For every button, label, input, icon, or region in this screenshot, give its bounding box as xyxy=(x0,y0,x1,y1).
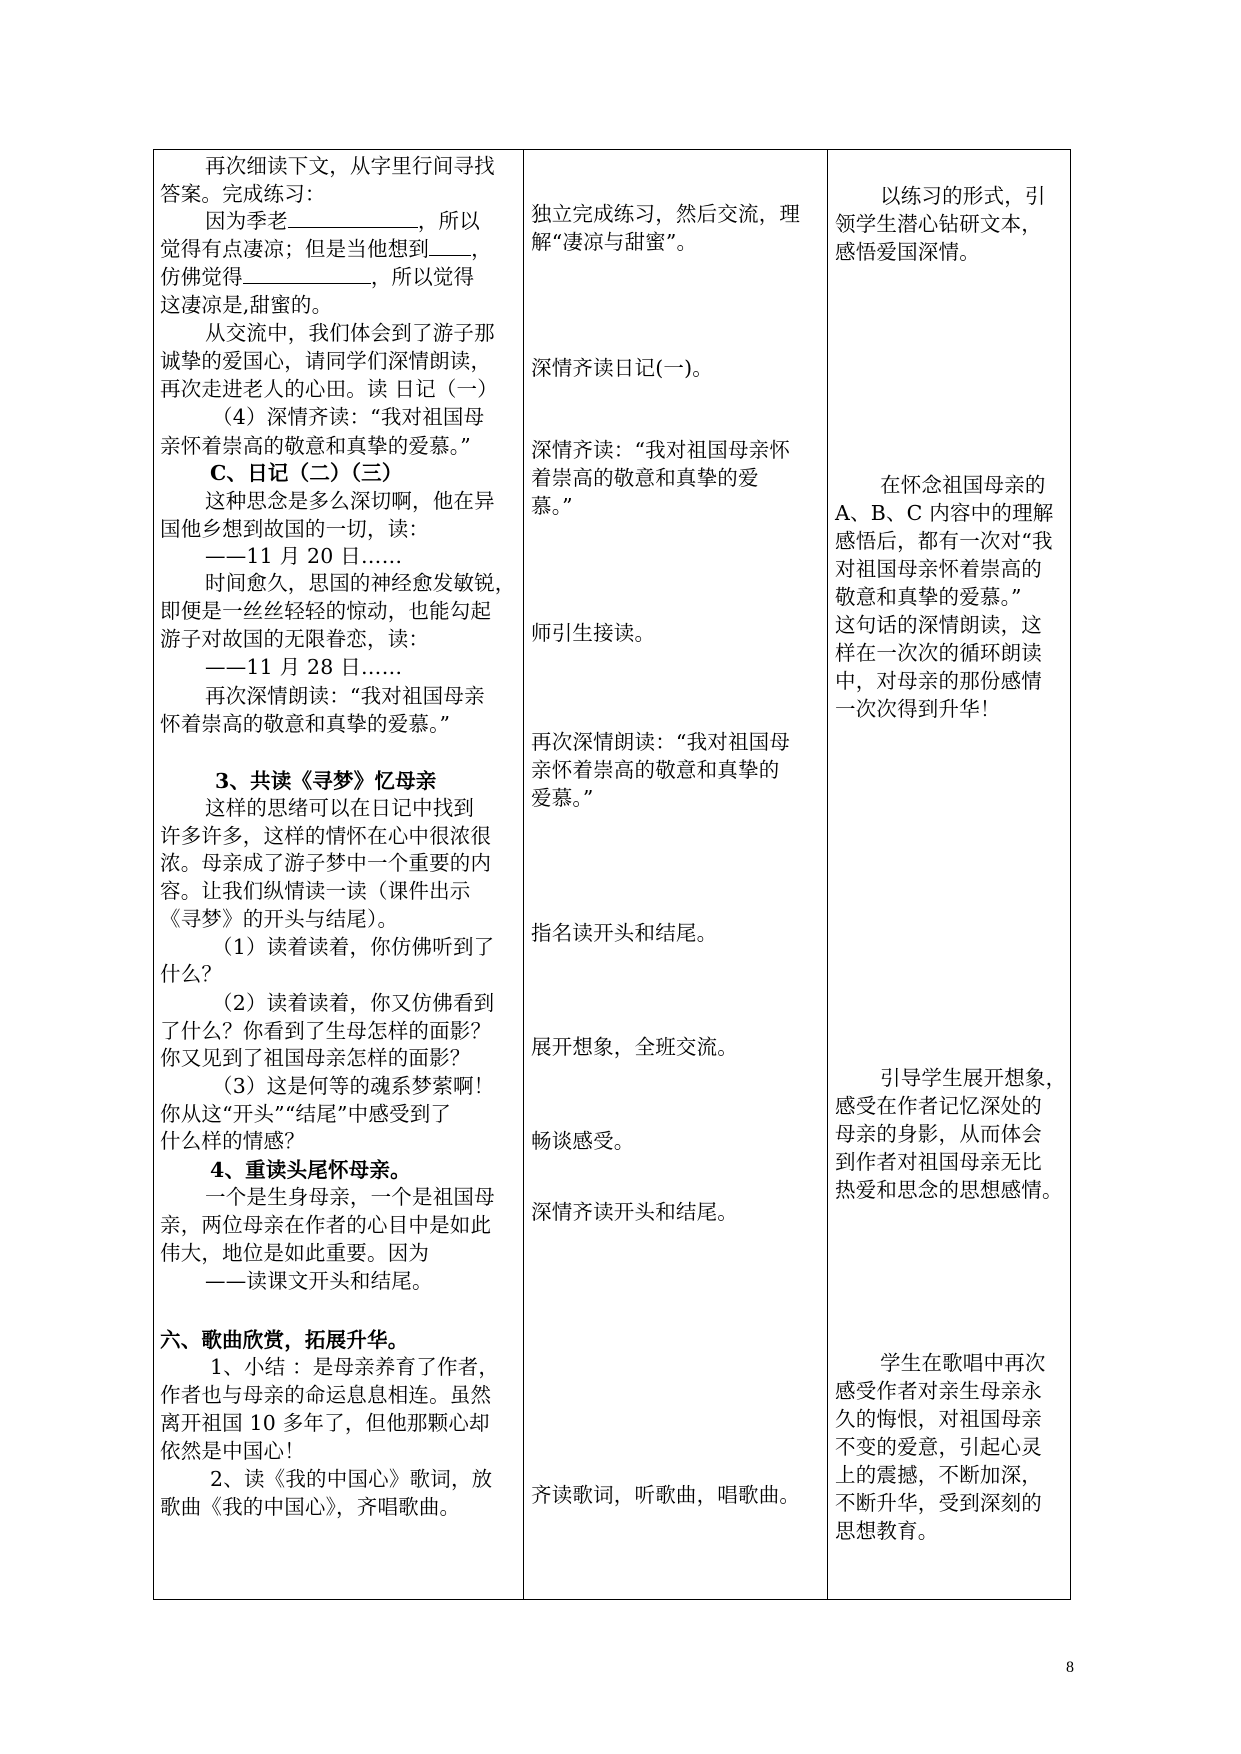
text-line: 感悟爱国深情。 xyxy=(835,240,980,264)
text-line: 不断升华，受到深刻的 xyxy=(835,1491,1042,1515)
section-heading: 六、歌曲欣赏，拓展升华。 xyxy=(160,1328,409,1352)
text-line: 怀着崇高的敬意和真挚的爱慕。” xyxy=(160,712,451,736)
text-line: 2、读《我的中国心》歌词，放 xyxy=(210,1467,493,1491)
text-line: （1）读着读着，你仿佛听到了 xyxy=(212,935,495,959)
text-line: 深情齐读：“我对祖国母亲怀 xyxy=(531,438,791,462)
teaching-process-cell xyxy=(154,150,523,1599)
text-line: ——11 月 20 日…… xyxy=(205,544,403,568)
text-line: 在怀念祖国母亲的 xyxy=(880,473,1046,497)
text-line: 不变的爱意，引起心灵 xyxy=(835,1435,1042,1459)
text-line: 离开祖国 10 多年了，但他那颗心却 xyxy=(160,1411,490,1435)
text-line: 再次深情朗读：“我对祖国母 xyxy=(531,730,791,754)
text-line: 样在一次次的循环朗读 xyxy=(835,641,1042,665)
text-line: 诚挚的爱国心，请同学们深情朗读， xyxy=(160,349,492,373)
text-fragment: 因为季老 xyxy=(205,209,288,233)
text-line: 爱慕。” xyxy=(531,786,594,810)
text-line: 《寻梦》的开头与结尾）。 xyxy=(160,907,399,931)
text-line: 歌曲《我的中国心》，齐唱歌曲。 xyxy=(160,1495,461,1519)
text-fragment: ，所以 xyxy=(417,209,480,233)
text-line: 久的悔恨，对祖国母亲 xyxy=(835,1407,1042,1431)
text-line: 热爱和思念的思想感情。 xyxy=(835,1178,1063,1202)
text-line: 依然是中国心！ xyxy=(160,1439,305,1463)
text-line: ——读课文开头和结尾。 xyxy=(205,1269,433,1293)
text-line: 师引生接读。 xyxy=(531,621,656,645)
text-line: 畅谈感受。 xyxy=(531,1129,635,1153)
text-line: 亲怀着崇高的敬意和真挚的 xyxy=(531,758,780,782)
text-line: 一次次得到升华！ xyxy=(835,697,1001,721)
fill-blank xyxy=(243,263,371,284)
text-line: 到作者对祖国母亲无比 xyxy=(835,1150,1042,1174)
text-line: 亲怀着崇高的敬意和真挚的爱慕。” xyxy=(160,434,471,458)
text-line: A、B、C 内容中的理解 xyxy=(835,501,1054,525)
section-heading: 4、重读头尾怀母亲。 xyxy=(210,1158,411,1182)
text-line: 这种思念是多么深切啊，他在异 xyxy=(205,489,495,513)
text-line: 即便是一丝丝轻轻的惊动，也能勾起 xyxy=(160,599,492,623)
text-line: 慕。” xyxy=(531,494,573,518)
text-fragment: 觉得有点凄凉；但是当他想到 xyxy=(160,237,430,261)
text-line: 引导学生展开想象， xyxy=(880,1066,1067,1090)
column-divider xyxy=(523,150,524,1599)
text-fragment: 仿佛觉得 xyxy=(160,265,243,289)
text-line: 答案。完成练习： xyxy=(160,182,326,206)
student-activity-cell xyxy=(525,150,827,1599)
text-line: 再次走进老人的心田。读 日记（一） xyxy=(160,377,498,401)
text-line: 这凄凉是,甜蜜的。 xyxy=(160,293,333,317)
text-line xyxy=(160,262,474,292)
design-intent-cell xyxy=(829,150,1072,1599)
fill-blank xyxy=(288,207,418,228)
text-line: 上的震撼，不断加深， xyxy=(835,1463,1042,1487)
text-line: 什么样的情感？ xyxy=(160,1129,305,1153)
text-line: 深情齐读日记(一)。 xyxy=(531,356,713,380)
text-line: 时间愈久，思国的神经愈发敏锐， xyxy=(205,571,516,595)
text-line: 再次细读下文，从字里行间寻找 xyxy=(205,154,495,178)
text-line: 浓。母亲成了游子梦中一个重要的内 xyxy=(160,851,492,875)
column-divider xyxy=(827,150,828,1599)
text-line: 1、小结 ：是母亲养育了作者， xyxy=(210,1355,500,1379)
text-line: 许多许多，这样的情怀在心中很浓很 xyxy=(160,824,492,848)
text-line: 这样的思绪可以在日记中找到 xyxy=(205,796,475,820)
section-heading: 3、共读《寻梦》忆母亲 xyxy=(215,769,437,793)
text-line: 指名读开头和结尾。 xyxy=(531,921,718,945)
text-line: 一个是生身母亲，一个是祖国母 xyxy=(205,1185,495,1209)
fill-blank xyxy=(429,235,471,256)
text-line: 感受作者对亲生母亲永 xyxy=(835,1379,1042,1403)
text-fragment: ，所以觉得 xyxy=(370,265,475,289)
text-line: 对祖国母亲怀着崇高的 xyxy=(835,557,1042,581)
text-line: 了什么？你看到了生母怎样的面影？ xyxy=(160,1019,492,1043)
text-line: 独立完成练习，然后交流，理 xyxy=(531,202,801,226)
text-line: 感受在作者记忆深处的 xyxy=(835,1094,1042,1118)
text-line: 齐读歌词，听歌曲，唱歌曲。 xyxy=(531,1483,801,1507)
lesson-plan-table xyxy=(153,149,1071,1600)
text-line: 着崇高的敬意和真挚的爱 xyxy=(531,466,759,490)
text-line: 这句话的深情朗读，这 xyxy=(835,613,1042,637)
text-line: 国他乡想到故国的一切，读： xyxy=(160,517,430,541)
text-line xyxy=(205,206,480,236)
text-line: ——11 月 28 日…… xyxy=(205,655,403,679)
text-fragment: ， xyxy=(471,237,492,261)
text-line: 母亲的身影，从而体会 xyxy=(835,1122,1042,1146)
text-line: 什么？ xyxy=(160,962,223,986)
text-line: 领学生潜心钻研文本， xyxy=(835,212,1042,236)
text-line: （3）这是何等的魂系梦萦啊！ xyxy=(212,1074,495,1098)
text-line: 深情齐读开头和结尾。 xyxy=(531,1200,738,1224)
text-line: 再次深情朗读：“我对祖国母亲 xyxy=(205,684,485,708)
text-line: 敬意和真挚的爱慕。” xyxy=(835,585,1022,609)
text-line: 你从这“开头”“结尾”中感受到了 xyxy=(160,1102,452,1126)
text-line: 感悟后，都有一次对“我 xyxy=(835,529,1053,553)
text-line: 展开想象，全班交流。 xyxy=(531,1035,738,1059)
text-line: （2）读着读着，你又仿佛看到 xyxy=(212,991,495,1015)
text-line: 你又见到了祖国母亲怎样的面影？ xyxy=(160,1046,471,1070)
text-line: 解“凄凉与甜蜜”。 xyxy=(531,230,698,254)
text-line: 学生在歌唱中再次 xyxy=(880,1351,1046,1375)
text-line: 中，对母亲的那份感情 xyxy=(835,669,1042,693)
text-line: 容。让我们纵情读一读（课件出示 xyxy=(160,879,471,903)
text-line: 游子对故国的无限眷恋，读： xyxy=(160,627,430,651)
text-line: 以练习的形式，引 xyxy=(880,184,1046,208)
text-line: 思想教育。 xyxy=(835,1519,939,1543)
text-line: 伟大，地位是如此重要。因为 xyxy=(160,1241,430,1265)
text-line xyxy=(160,234,492,264)
page-number: 8 xyxy=(1066,1659,1074,1676)
text-line: 作者也与母亲的命运息息相连。虽然 xyxy=(160,1383,492,1407)
section-heading: C、日记（二）（三） xyxy=(210,461,403,485)
text-line: 亲，两位母亲在作者的心目中是如此 xyxy=(160,1213,492,1237)
text-line: （4）深情齐读：“我对祖国母 xyxy=(212,405,485,429)
text-line: 从交流中，我们体会到了游子那 xyxy=(205,321,495,345)
